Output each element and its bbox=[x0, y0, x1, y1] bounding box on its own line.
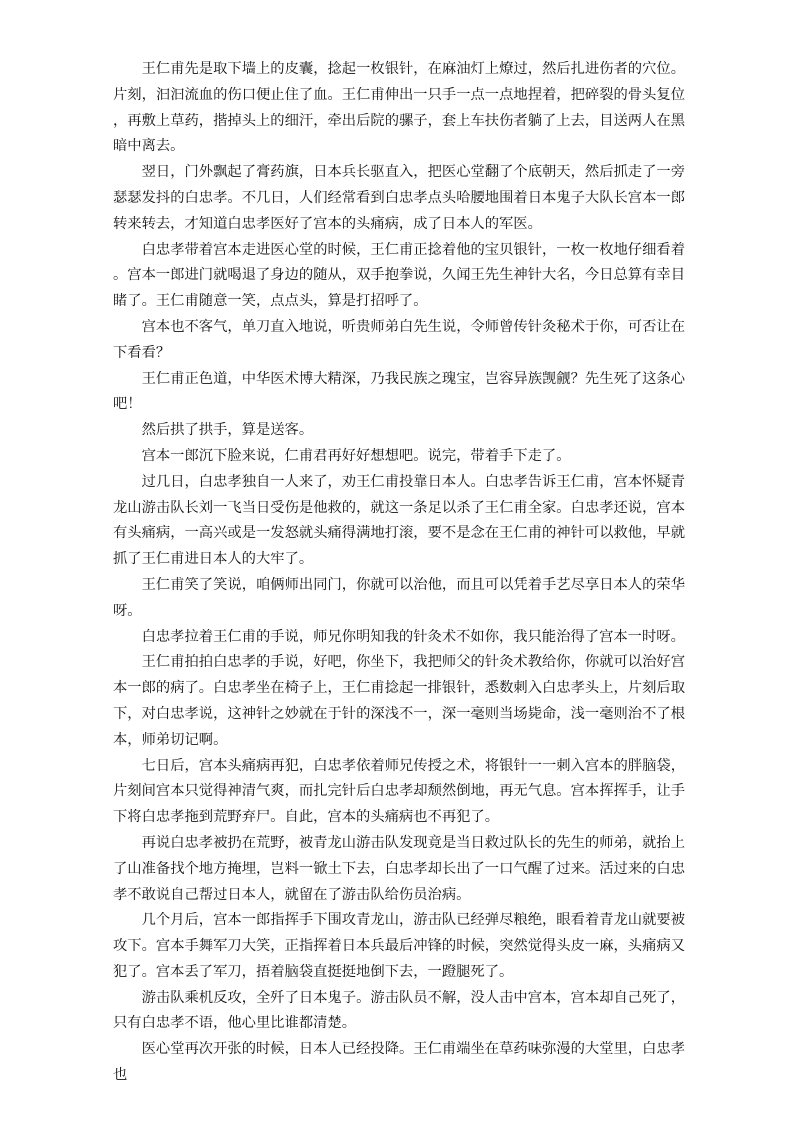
paragraph-12: 七日后，宫本头痛病再犯，白忠孝依着师兄传授之术，将银针一一刺入宫本的胖脑袋，片刻间宫本只觉得神清气爽，而扎完针后白忠孝却颓然倒地，再无气息。宫本挥挥手，让手下将白忠孝拖到荒野弃尸。自此，宫本的头痛病也不再犯了。 bbox=[113, 757, 685, 826]
paragraph-9: 王仁甫笑了笑说，咱俩师出同门，你就可以治他，而且可以凭着手艺尽享日本人的荣华呀。 bbox=[113, 576, 685, 619]
paragraph-6: 然后拱了拱手，算是送客。 bbox=[141, 422, 314, 439]
paragraph-16: 医心堂再次开张的时候，日本人已经投降。王仁甫端坐在草药味弥漫的大堂里，白忠孝也 bbox=[113, 1041, 685, 1084]
paragraph-14: 几个月后，宫本一郎指挥手下围攻青龙山，游击队已经弹尽粮绝，眼看着青龙山就要被攻下。宫本手舞军刀大笑，正指挥着日本兵最后冲锋的时候，突然觉得头皮一麻，头痛病又犯了。宫本丢了军刀，捂着脑袋直挺挺地倒下去，一蹬腿死了。 bbox=[113, 912, 685, 980]
paragraph-5: 王仁甫正色道，中华医术博大精深，乃我民族之瑰宝，岂容异族觊觎？先生死了这条心吧！ bbox=[113, 370, 685, 413]
paragraph-8: 过几日，白忠孝独自一人来了，劝王仁甫投靠日本人。白忠孝告诉王仁甫，宫本怀疑青龙山游击队长刘一飞当日受伤是他救的，就这一条足以杀了王仁甫全家。白忠孝还说，宫本有头痛病，一高兴或是一发怒就头痛得满地打滚，要不是念在王仁甫的神针可以救他，早就抓了王仁甫进日本人的大牢了。 bbox=[113, 473, 685, 568]
paragraph-3: 白忠孝带着宫本走进医心堂的时候，王仁甫正捻着他的宝贝银针，一枚一枚地仔细看着。宫本一郎进门就喝退了身边的随从，双手抱拳说，久闻王先生神针大名，今日总算有幸目睹了。王仁甫随意一笑，点点头，算是打招呼了。 bbox=[113, 241, 685, 310]
document-page bbox=[113, 57, 685, 1089]
paragraph-4: 宫本也不客气，单刀直入地说，听贵师弟白先生说，令师曾传针灸秘术于你，可否让在下看看？ bbox=[113, 318, 685, 361]
paragraph-11: 王仁甫拍拍白忠孝的手说，好吧，你坐下，我把师父的针灸术教给你，你就可以治好宫本一郎的病了。白忠孝坐在椅子上，王仁甫捻起一排银针，悉数刺入白忠孝头上，片刻后取下，对白忠孝说，这神针之妙就在于针的深浅不一，深一毫则当场毙命，浅一毫则治不了根本，师弟切记啊。 bbox=[113, 654, 685, 748]
paragraph-10: 白忠孝拉着王仁甫的手说，师兄你明知我的针灸术不如你，我只能治得了宫本一时呀。 bbox=[141, 628, 685, 645]
paragraph-7: 宫本一郎沉下脸来说，仁甫君再好好想想吧。说完，带着手下走了。 bbox=[141, 447, 571, 464]
paragraph-15: 游击队乘机反攻，全歼了日本鬼子。游击队员不解，没人击中宫本，宫本却自己死了，只有白忠孝不语，他心里比谁都清楚。 bbox=[113, 989, 685, 1032]
paragraph-13: 再说白忠孝被扔在荒野，被青龙山游击队发现竟是当日救过队长的先生的师弟，就抬上了山准备找个地方掩埋，岂料一锨土下去，白忠孝却长出了一口气醒了过来。活过来的白忠孝不敢说自己帮过日本人，就留在了游击队给伤员治病。 bbox=[113, 834, 685, 903]
paragraph-2: 翌日，门外飘起了膏药旗，日本兵长驱直入，把医心堂翻了个底朝天，然后抓走了一旁瑟瑟发抖的白忠孝。不几日，人们经常看到白忠孝点头哈腰地围着日本鬼子大队长宫本一郎转来转去，才知道白忠孝医好了宫本的头痛病，成了日本人的军医。 bbox=[113, 164, 685, 232]
paragraph-1: 王仁甫先是取下墙上的皮囊，捻起一枚银针，在麻油灯上燎过，然后扎进伤者的穴位。片刻，汩汩流血的伤口便止住了血。王仁甫伸出一只手一点一点地捏着，把碎裂的骨头复位，再敷上草药，揩掉头上的细汗，牵出后院的骡子，套上车扶伤者躺了上去，目送两人在黑暗中离去。 bbox=[113, 61, 685, 155]
